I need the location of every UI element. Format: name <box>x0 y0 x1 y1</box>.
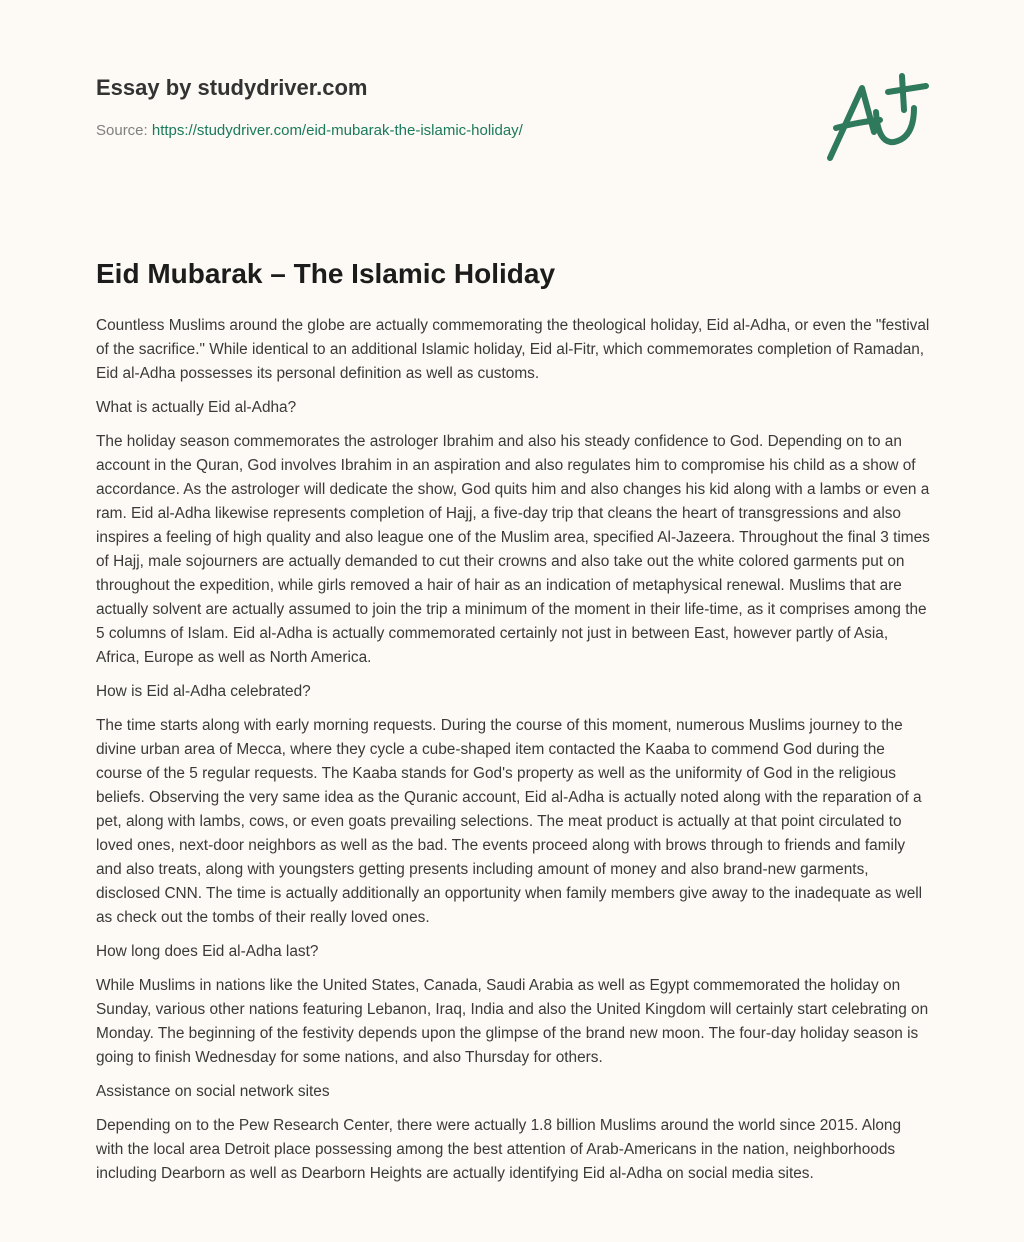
paragraph-what-is: The holiday season commemorates the astrologer Ibrahim and also his steady confidence to God. Depending on to an account in the Quran, God involves Ibrahim in an aspiration and also regulates him to compromise his child as a show of accordance. As the astrologer will dedicate the show, God quits him and also changes his kid along with a lambs or even a ram. Eid al-Adha likewise represents completion of Hajj, a five-day trip that cleans the heart of transgressions and also inspires a feeling of high quality and also league one of the Muslim area, specified Al-Jazeera. Throughout the final 3 times of Hajj, male sojourners are actually demanded to cut their crowns and also take out the white colored garments put on throughout the expedition, while girls removed a hair of hair as an indication of metaphysical renewal. Muslims that are actually solvent are actually assumed to join the trip a minimum of the moment in their life-time, as it comprises among the 5 columns of Islam. Eid al-Adha is actually commemorated certainly not just in between East, however partly of Asia, Africa, Europe as well as North America. <box>96 433 930 666</box>
source-label: Source: <box>96 122 152 139</box>
subheading-what-is: What is actually Eid al-Adha? <box>96 399 297 416</box>
paragraph-intro: Countless Muslims around the globe are actually commemorating the theological holiday, Eid al-Adha, or even the "festival of the sacrifice." While identical to an additional Islamic holiday, Eid al-Fitr, which commemorates completion of Ramadan, Eid al-Adha possesses its personal definition as well as customs. <box>96 317 930 382</box>
source-line <box>96 122 796 140</box>
a-plus-grade-icon <box>818 66 934 166</box>
paragraph-how-long: While Muslims in nations like the United States, Canada, Saudi Arabia as well as Egypt commemorated the holiday on Sunday, various other nations featuring Lebanon, Iraq, India and also the United Kingdom will certainly start celebrating on Monday. The beginning of the festivity depends upon the glimpse of the brand new moon. The four-day holiday season is going to finish Wednesday for some nations, and also Thursday for others. <box>96 977 929 1066</box>
subheading-how-long: How long does Eid al-Adha last? <box>96 943 319 960</box>
site-title: Essay by studydriver.com <box>96 75 368 100</box>
subheading-social-media: Assistance on social network sites <box>96 1083 330 1100</box>
page-header <box>96 74 796 140</box>
source-link[interactable]: https://studydriver.com/eid-mubarak-the-islamic-holiday/ <box>151 122 523 139</box>
paragraph-how-celebrated: The time starts along with early morning requests. During the course of this moment, numerous Muslims journey to the divine urban area of Mecca, where they cycle a cube-shaped item contacted the Kaaba to commend God during the course of the 5 regular requests. The Kaaba stands for God's property as well as the uniformity of God in the religious beliefs. Observing the very same idea as the Quranic account, Eid al-Adha is actually noted along with the reparation of a pet, along with lambs, cows, or even goats prevailing selections. The meat product is actually at that point circulated to loved ones, next-door neighbors as well as the bad. The events proceed along with brows through to friends and family and also treats, along with youngsters getting presents including amount of money and also brand-new garments, disclosed CNN. The time is actually additionally an opportunity when family members give away to the inadequate as well as check out the tombs of their really loved ones. <box>96 717 923 926</box>
paragraph-social-media: Depending on to the Pew Research Center, there were actually 1.8 billion Muslims around the world since 2015. Along with the local area Detroit place possessing among the best attention of Arab-Americans in the nation, neighborhoods including Dearborn as well as Dearborn Heights are actually identifying Eid al-Adha on social media sites. <box>96 1117 902 1182</box>
subheading-how-celebrated: How is Eid al-Adha celebrated? <box>96 683 311 700</box>
page-title: Eid Mubarak – The Islamic Holiday <box>96 258 556 289</box>
article <box>96 256 930 1196</box>
